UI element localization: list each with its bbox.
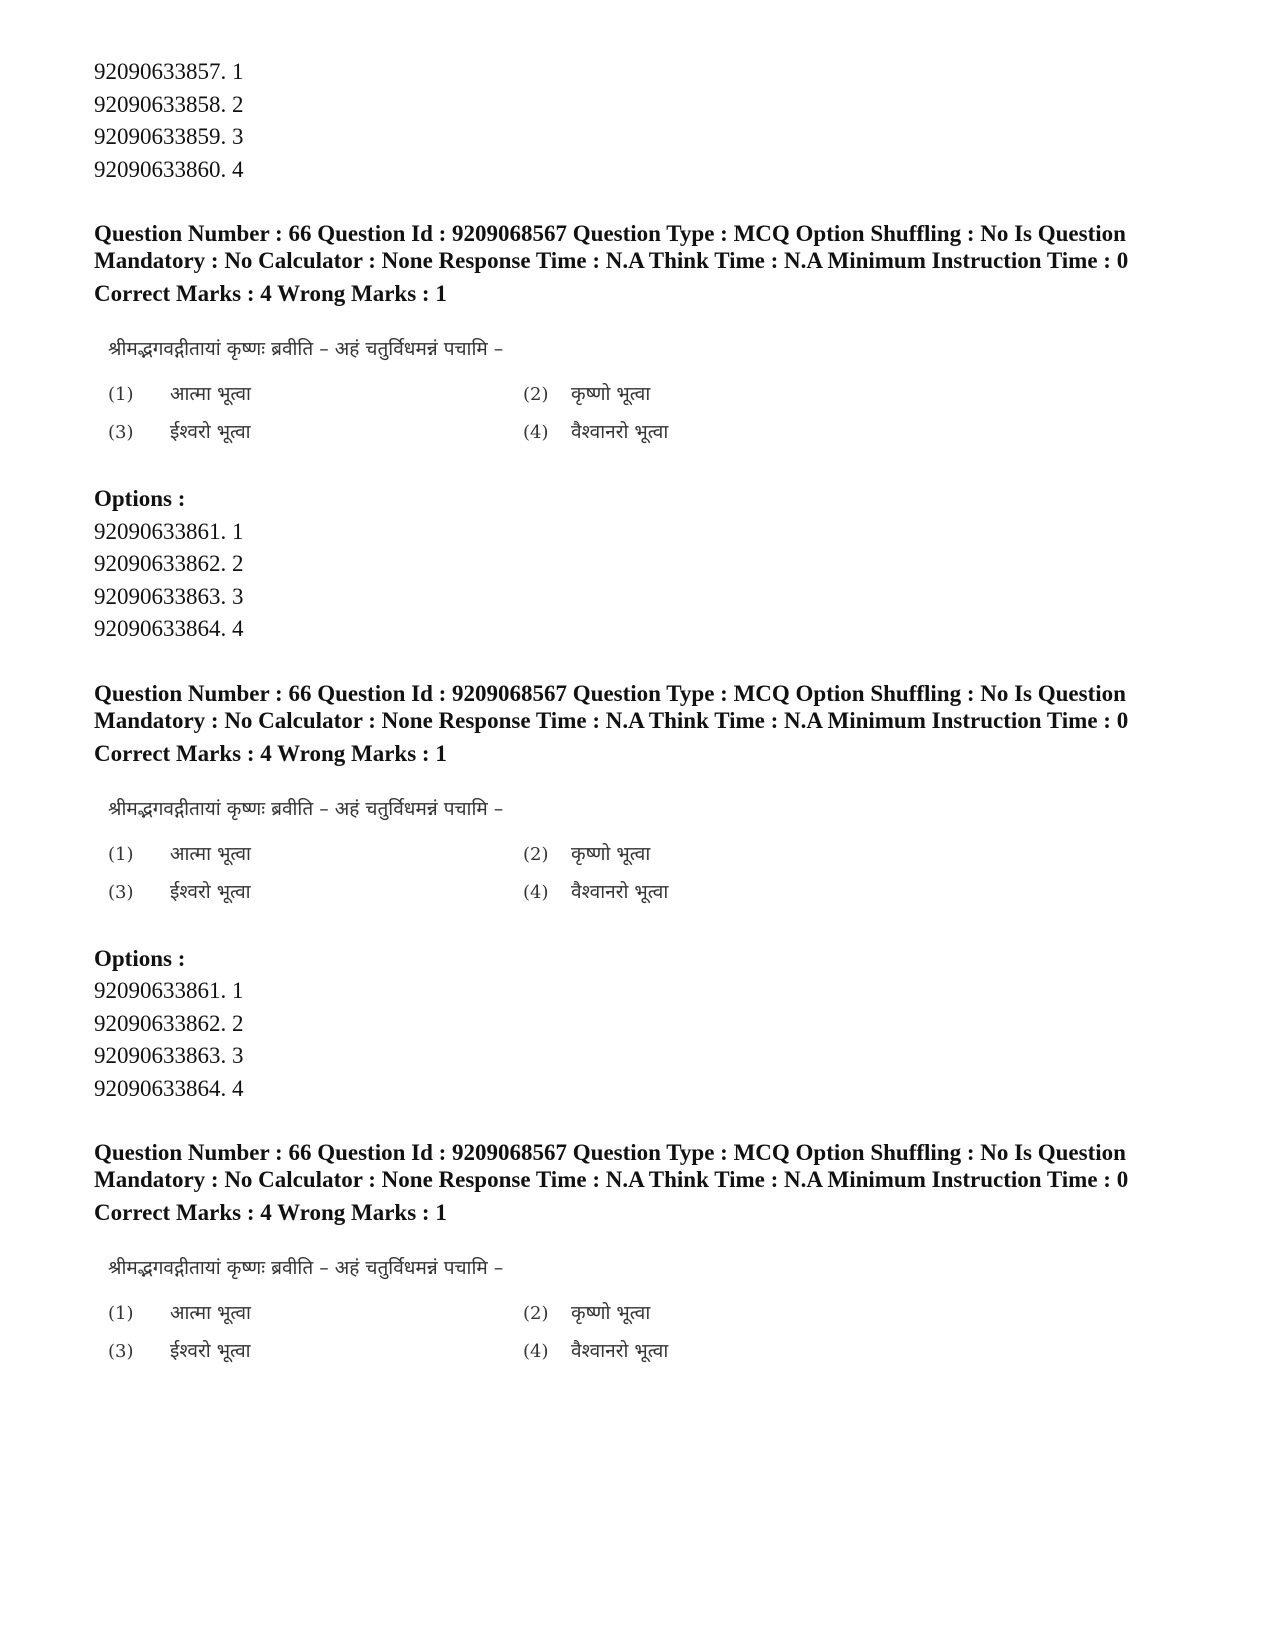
choice-2: [523, 1301, 650, 1326]
choice-number: (2): [523, 1303, 549, 1324]
question-block: [94, 1139, 1204, 1392]
choice-1: [108, 382, 251, 407]
question-stem: श्रीमद्भगवद्गीतायां कृष्णः ब्रवीति – अहं चतुर्विधमन्नं पचामि –: [108, 1257, 504, 1279]
question-stem: श्रीमद्भगवद्गीतायां कृष्णः ब्रवीति – अहं चतुर्विधमन्नं पचामि –: [108, 797, 504, 820]
marks-line: Correct Marks : 4 Wrong Marks : 1: [94, 740, 447, 766]
option-line: 92090633858. 2: [94, 91, 244, 117]
option-line: 92090633864. 4: [94, 1075, 244, 1101]
options-label: Options :: [94, 486, 186, 511]
choice-2: [523, 382, 650, 407]
option-line: 92090633863. 3: [94, 583, 244, 609]
question-content: [94, 783, 1204, 933]
choice-text: ईश्वरो भूत्वा: [170, 1340, 251, 1362]
choice-number: (1): [108, 1303, 134, 1324]
choice-number: (4): [523, 1341, 549, 1362]
choice-number: (3): [108, 422, 134, 443]
question-content: [94, 1242, 1204, 1392]
choice-text: कृष्णो भूत्वा: [571, 842, 651, 865]
choice-text: वैश्वानरो भूत्वा: [571, 880, 669, 903]
question-block: [94, 680, 1204, 1106]
options-label: Options :: [94, 945, 186, 971]
choice-text: आत्मा भूत्वा: [170, 842, 251, 865]
choice-number: (1): [108, 843, 134, 865]
option-line: 92090633860. 4: [94, 156, 244, 182]
choice-number: (1): [108, 384, 134, 405]
choice-number: (3): [108, 1341, 134, 1362]
marks-line: Correct Marks : 4 Wrong Marks : 1: [94, 281, 447, 306]
question-content: [94, 323, 1204, 473]
option-line: 92090633861. 1: [94, 978, 244, 1003]
option-line: 92090633862. 2: [94, 1010, 244, 1036]
choice-text: कृष्णो भूत्वा: [571, 1302, 651, 1324]
choice-number: (2): [523, 384, 549, 405]
choice-1: [108, 1301, 251, 1326]
document-page: [94, 56, 1204, 1392]
choice-4: [523, 1339, 668, 1364]
option-line: 92090633864. 4: [94, 616, 244, 641]
options-list: [94, 516, 1204, 646]
options-list: [94, 975, 1204, 1105]
choice-text: वैश्वानरो भूत्वा: [571, 1340, 669, 1362]
question-block: [94, 220, 1204, 646]
choice-text: ईश्वरो भूत्वा: [170, 421, 251, 443]
choice-number: (4): [523, 422, 549, 443]
choice-4: [523, 880, 668, 905]
choice-text: कृष्णो भूत्वा: [571, 383, 651, 405]
choice-number: (4): [523, 881, 549, 903]
question-header: Question Number : 66 Question Id : 9209068567 Question Type : MCQ Option Shuffling : No Is Question Mandatory : No Calculator : None Response Time : N.A Think Time : N.A Minimum Instruction Time : 0: [94, 1140, 1129, 1192]
choice-3: [108, 1339, 251, 1364]
question-header: Question Number : 66 Question Id : 9209068567 Question Type : MCQ Option Shuffling : No Is Question Mandatory : No Calculator : None Response Time : N.A Think Time : N.A Minimum Instruction Time : 0: [94, 221, 1129, 273]
choice-3: [108, 880, 251, 905]
question-stem: श्रीमद्भगवद्गीतायां कृष्णः ब्रवीति – अहं चतुर्विधमन्नं पचामि –: [108, 338, 504, 360]
choice-text: आत्मा भूत्वा: [170, 1302, 251, 1324]
choice-1: [108, 842, 251, 867]
choice-text: वैश्वानरो भूत्वा: [571, 421, 669, 443]
choice-3: [108, 420, 251, 445]
question-header: Question Number : 66 Question Id : 9209068567 Question Type : MCQ Option Shuffling : No Is Question Mandatory : No Calculator : None Response Time : N.A Think Time : N.A Minimum Instruction Time : 0: [94, 680, 1129, 733]
choice-text: ईश्वरो भूत्वा: [170, 880, 251, 903]
choice-text: आत्मा भूत्वा: [170, 383, 251, 405]
previous-options-list: [94, 56, 1204, 186]
option-line: 92090633861. 1: [94, 518, 244, 544]
choice-2: [523, 842, 650, 867]
choice-4: [523, 420, 668, 445]
option-line: 92090633859. 3: [94, 124, 244, 149]
option-line: 92090633862. 2: [94, 551, 244, 576]
option-line: 92090633863. 3: [94, 1043, 244, 1068]
choice-number: (3): [108, 881, 134, 903]
choice-number: (2): [523, 843, 549, 865]
marks-line: Correct Marks : 4 Wrong Marks : 1: [94, 1200, 447, 1225]
option-line: 92090633857. 1: [94, 59, 244, 84]
